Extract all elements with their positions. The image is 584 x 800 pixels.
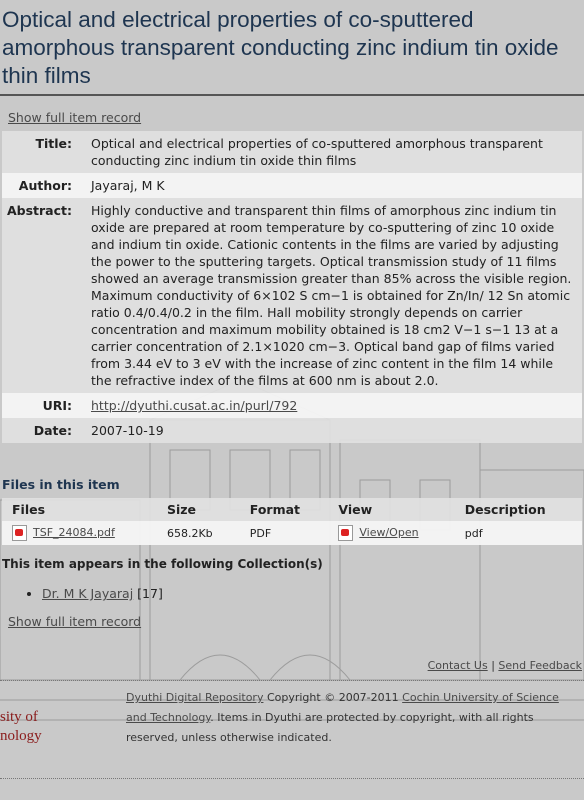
footer-separator: | [491,659,495,672]
file-link[interactable]: TSF_24084.pdf [33,526,115,539]
metadata-label: Abstract: [6,203,72,218]
metadata-value: Highly conductive and transparent thin films of amorphous zinc indium tin oxide are prepared at room temperature by co-sputtering of zinc 10 oxide and indium tin oxide. Cationic contents in the films are varied by adjusting the power to the sputtering targets. Optical transmission study of 11 films showed an average transmission greater than 85% across the visible region. Maximum conductivity of 6×102 S cm−1 is obtained for Zn/In/ 12 Sn atomic ratio 0.4/0.4/0.2 in the film. Hall mobility strongly depends on carrier concentration and maximum mobility obtained is 18 cm2 V−1 s−1 13 at a carrier concentration of 2.1×1020 cm−3. Optical band gap of films varied from 3.44 eV to 3 eV with the increase of zinc content in the film 14 while the refractive index of the films at 600 nm is about 2.0. [91,203,572,388]
collection-link[interactable]: Dr. M K Jayaraj [42,586,134,601]
show-full-record-link-bottom[interactable]: Show full item record [8,614,142,629]
rights-text: . Items in Dyuthi are protected by copyright, with all rights reserved, unless otherwise indicated. [126,711,534,744]
logo-text-line1: sity of [0,709,38,725]
footer-divider-bottom [0,778,584,779]
files-col-header: Description [455,498,582,521]
metadata-value: Jayaraj, M K [91,178,165,193]
contact-us-link[interactable]: Contact Us [427,659,488,672]
files-col-header: View [328,498,454,521]
metadata-label: Title: [35,136,72,151]
copyright-text: Copyright © 2007-2011 [263,691,403,704]
files-col-header: Size [157,498,240,521]
metadata-row-uri [2,393,582,418]
repository-link[interactable]: Dyuthi Digital Repository [126,691,264,704]
file-description: pdf [455,521,582,545]
files-heading: Files in this item [2,477,120,492]
files-col-header: Files [2,498,157,521]
show-full-record-link[interactable]: Show full item record [8,110,142,125]
metadata-row-abstract [2,198,582,393]
metadata-row-title [2,131,582,173]
files-col-header: Format [240,498,329,521]
file-format: PDF [240,521,329,545]
metadata-value: 2007-10-19 [91,423,164,438]
page-title: Optical and electrical properties of co-sputtered amorphous transparent conducting zinc indium tin oxide thin films [0,0,584,96]
metadata-label: Author: [18,178,72,193]
view-open-link[interactable]: View/Open [359,526,419,539]
files-table [2,498,582,545]
metadata-value: Optical and electrical properties of co-sputtered amorphous transparent conducting zinc indium tin oxide thin films [91,136,543,168]
collections-heading: This item appears in the following Collection(s) [2,557,323,571]
collections-list [22,585,584,602]
pdf-icon [12,525,27,541]
metadata-label: Date: [33,423,72,438]
send-feedback-link[interactable]: Send Feedback [498,659,582,672]
uri-link[interactable]: http://dyuthi.cusat.ac.in/purl/792 [91,398,298,413]
table-row [2,521,582,545]
metadata-row-author [2,173,582,198]
file-size: 658.2Kb [157,521,240,545]
metadata-label: URI: [42,398,72,413]
footer-links [428,659,582,672]
logo-text-line2: nology [0,728,42,744]
university-link[interactable]: Cochin University of Science and Technology [126,691,559,724]
university-logo [0,708,42,746]
footer-copyright [126,688,566,748]
pdf-icon [338,525,353,541]
collection-count: [17] [137,586,163,601]
metadata-table [2,131,582,443]
footer-divider [0,680,584,681]
list-item [42,585,584,602]
metadata-row-date [2,418,582,443]
